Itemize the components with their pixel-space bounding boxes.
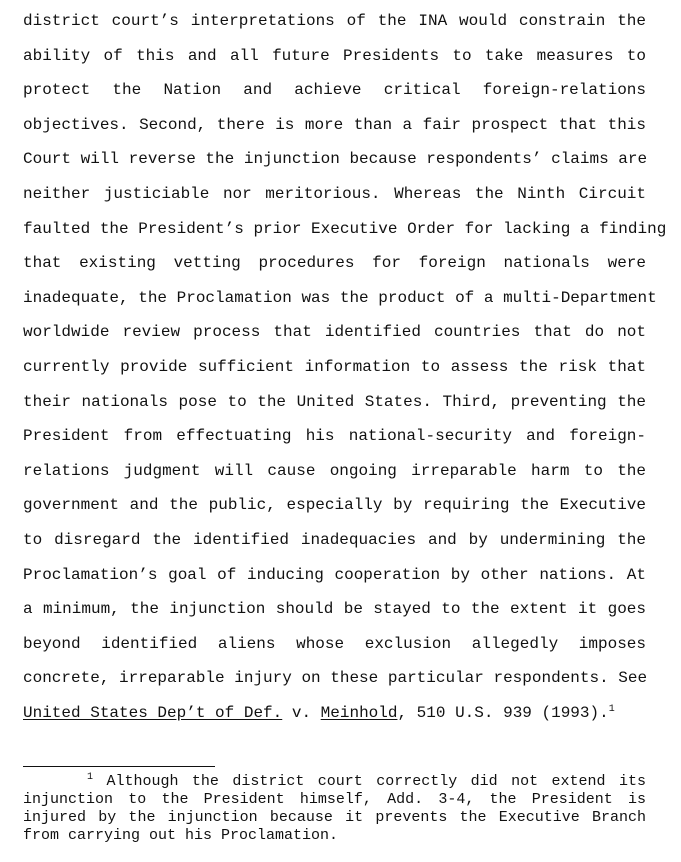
text-line: President from effectuating his national-security and foreign- xyxy=(23,427,646,446)
case-name-part1: United States Dep’t of Def. xyxy=(23,703,283,722)
text-line: district court’s interpretations of the INA would constrain the xyxy=(23,12,646,30)
text-line: worldwide review process that identified countries that do not xyxy=(23,323,646,342)
text-line: inadequate, the Proclamation was the product of a multi-Department xyxy=(23,288,657,307)
text-line: beyond identified aliens whose exclusion allegedly imposes xyxy=(23,634,646,653)
text-line: currently provide sufficient information to assess the risk that xyxy=(23,357,646,376)
text-line: faulted the President’s prior Executive Order for lacking a finding xyxy=(23,219,667,238)
text-line: protect the Nation and achieve critical foreign-relations xyxy=(23,81,646,100)
case-reporter: , 510 U.S. 939 (1993). xyxy=(397,703,609,722)
text-line: objectives. Second, there is more than a fair prospect that this xyxy=(23,115,646,134)
footnote-reference: 1 xyxy=(608,703,615,715)
text-line: concrete, irreparable injury on these particular respondents. See xyxy=(23,669,648,688)
text-line: to disregard the identified inadequacies and by undermining the xyxy=(23,530,646,549)
text-line: ability of this and all future Presidents to take measures to xyxy=(23,46,646,65)
text-line: neither justiciable nor meritorious. Whereas the Ninth Circuit xyxy=(23,184,646,203)
footnote-divider xyxy=(23,766,215,767)
text-line: Court will reverse the injunction because respondents’ claims are xyxy=(23,150,648,169)
main-text xyxy=(23,4,667,730)
footnote-line: injured by the injunction because it prevents the Executive Branch xyxy=(23,809,646,826)
text-line: that existing vetting procedures for foreign nationals were xyxy=(23,254,646,273)
text-line: a minimum, the injunction should be stayed to the extent it goes xyxy=(23,600,646,619)
footnote xyxy=(23,773,646,845)
text-line: relations judgment will cause ongoing irreparable harm to the xyxy=(23,461,646,480)
case-versus: v. xyxy=(282,703,321,722)
footnote-marker: 1 xyxy=(87,772,94,783)
case-name-part2: Meinhold xyxy=(320,703,398,722)
footnote-line: from carrying out his Proclamation. xyxy=(23,827,339,844)
citation-line xyxy=(23,696,646,731)
footnote-line: $^1$ Although the district court correctly did not extend its xyxy=(87,772,646,790)
text-line: their nationals pose to the United States. Third, preventing the xyxy=(23,392,646,411)
text-line: government and the public, especially by requiring the Executive xyxy=(23,496,646,515)
footnote-line: injunction to the President himself, Add. 3-4, the President is xyxy=(23,791,646,808)
text-line: Proclamation’s goal of inducing cooperation by other nations. At xyxy=(23,565,646,584)
